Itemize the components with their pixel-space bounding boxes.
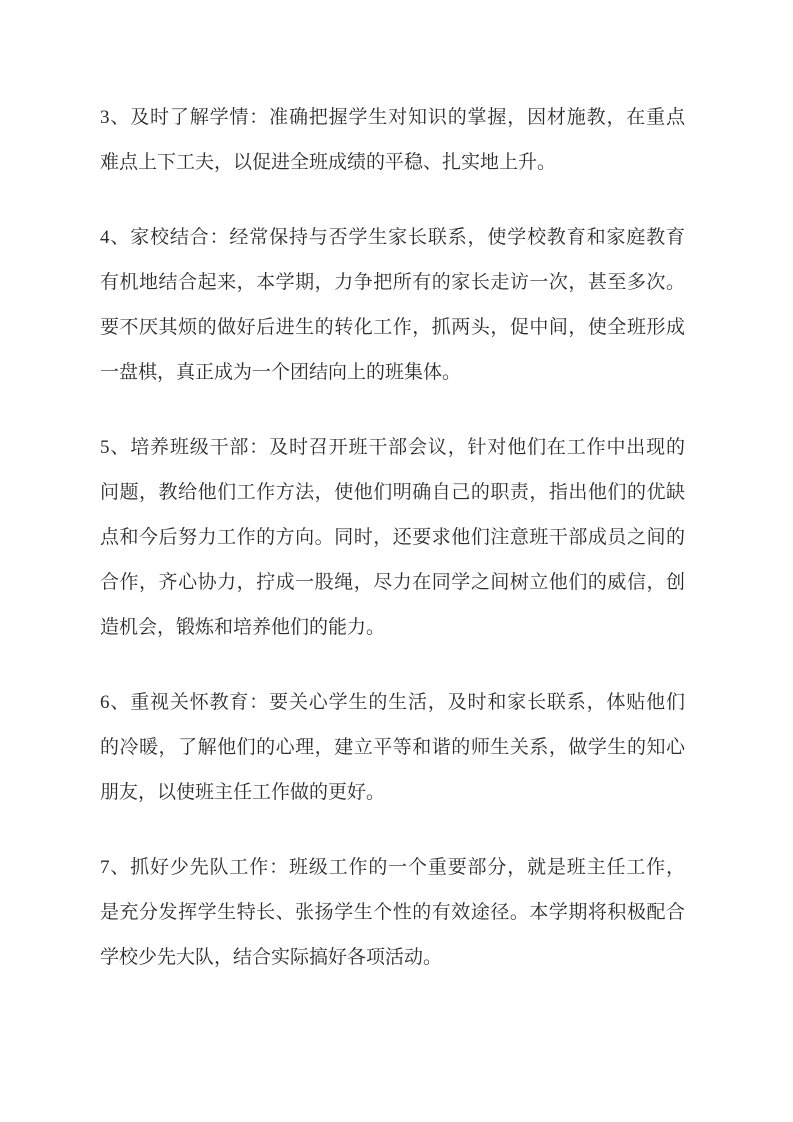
text-line: 合作，齐心协力，拧成一股绳，尽力在同学之间树立他们的威信，创	[100, 572, 685, 593]
text-line: 难点上下工夫，以促进全班成绩的平稳、扎实地上升。	[100, 152, 557, 173]
text-line: 一盘棋，真正成为一个团结向上的班集体。	[100, 362, 462, 383]
text-line: 7、抓好少先队工作：班级工作的一个重要部分，就是班主任工作，	[100, 857, 685, 878]
text-line: 问题，教给他们工作方法，使他们明确自己的职责，指出他们的优缺	[100, 482, 685, 503]
text-line: 造机会，锻炼和培养他们的能力。	[100, 617, 386, 638]
text-line: 有机地结合起来，本学期，力争把所有的家长走访一次，甚至多次。	[100, 272, 685, 293]
text-line: 3、及时了解学情：准确把握学生对知识的掌握，因材施教，在重点	[100, 107, 685, 128]
text-line: 朋友，以使班主任工作做的更好。	[100, 782, 386, 803]
text-line: 6、重视关怀教育：要关心学生的生活，及时和家长联系，体贴他们	[100, 692, 685, 713]
text-line: 要不厌其烦的做好后进生的转化工作，抓两头，促中间，使全班形成	[100, 317, 685, 338]
text-line: 4、家校结合：经常保持与否学生家长联系，使学校教育和家庭教育	[100, 227, 685, 248]
text-line: 5、培养班级干部：及时召开班干部会议，针对他们在工作中出现的	[100, 437, 685, 458]
paragraph-item-7	[100, 845, 685, 980]
text-line: 学校少先大队，结合实际搞好各项活动。	[100, 947, 443, 968]
paragraph-item-5	[100, 425, 685, 650]
paragraph-item-3	[100, 95, 685, 185]
paragraph-item-4	[100, 215, 685, 395]
document-body	[100, 95, 685, 1010]
text-line: 点和今后努力工作的方向。同时，还要求他们注意班干部成员之间的	[100, 527, 685, 548]
text-line: 是充分发挥学生特长、张扬学生个性的有效途径。本学期将积极配合	[100, 902, 685, 923]
paragraph-item-6	[100, 680, 685, 815]
text-line: 的冷暖，了解他们的心理，建立平等和谐的师生关系，做学生的知心	[100, 737, 685, 758]
